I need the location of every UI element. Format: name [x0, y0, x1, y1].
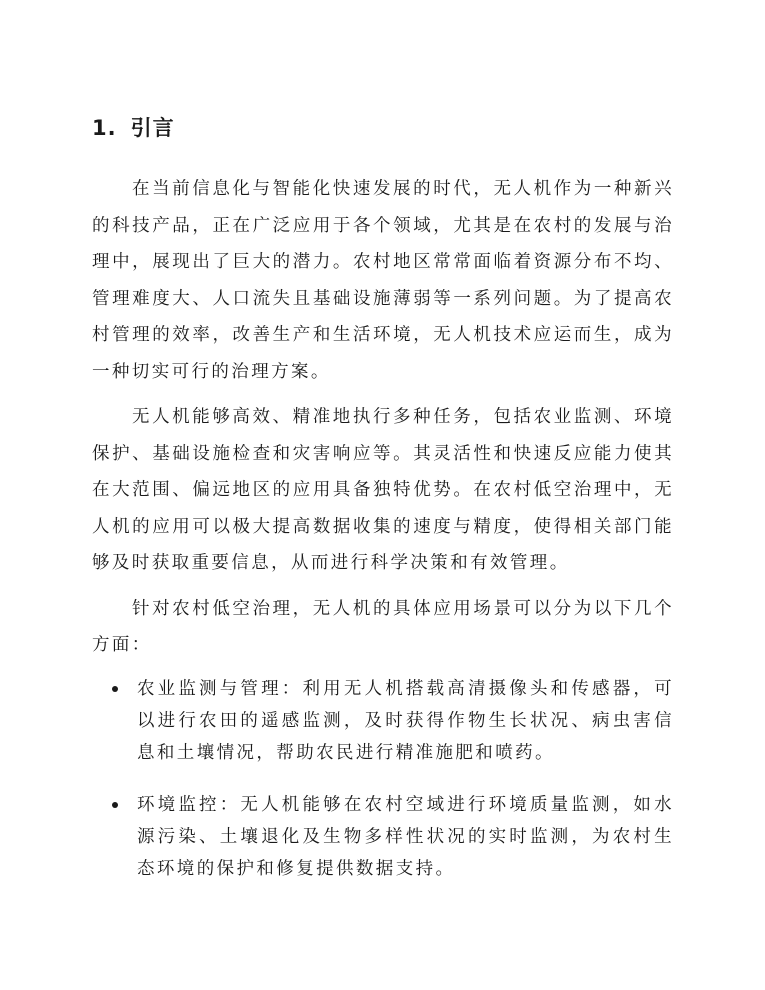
bullet-text: 农业监测与管理：利用无人机搭载高清摄像头和传感器，可以进行农田的遥感监测，及时获得作物生长状况、病虫害信息和土壤情况，帮助农民进行精准施肥和喷药。 — [137, 678, 674, 763]
section-heading — [92, 112, 175, 142]
section-title: 引言 — [130, 116, 175, 140]
section-number: 1. — [92, 116, 117, 140]
body-paragraph: 针对农村低空治理，无人机的具体应用场景可以分为以下几个方面： — [92, 598, 674, 655]
section-body — [92, 171, 674, 905]
bullet-list — [92, 673, 674, 885]
bullet-item — [92, 673, 674, 769]
body-paragraph: 无人机能够高效、精准地执行多种任务，包括农业监测、环境保护、基础设施检查和灾害响应等。其灵活性和快速反应能力使其在大范围、偏远地区的应用具备独特优势。在农村低空治理中，无人机的应用可以极大提高数据收集的速度与精度，使得相关部门能够及时获取重要信息，从而进行科学决策和有效管理。 — [92, 407, 674, 573]
bullet-dot-icon — [112, 686, 118, 692]
body-paragraph: 在当前信息化与智能化快速发展的时代，无人机作为一种新兴的科技产品，正在广泛应用于各个领域，尤其是在农村的发展与治理中，展现出了巨大的潜力。农村地区常常面临着资源分布不均、管理难度大、人口流失且基础设施薄弱等一系列问题。为了提高农村管理的效率，改善生产和生活环境，无人机技术应运而生，成为一种切实可行的治理方案。 — [92, 179, 674, 382]
bullet-dot-icon — [112, 802, 118, 808]
bullet-text: 环境监控：无人机能够在农村空域进行环境质量监测，如水源污染、土壤退化及生物多样性状况的实时监测，为农村生态环境的保护和修复提供数据支持。 — [137, 794, 674, 879]
bullet-item — [92, 789, 674, 885]
